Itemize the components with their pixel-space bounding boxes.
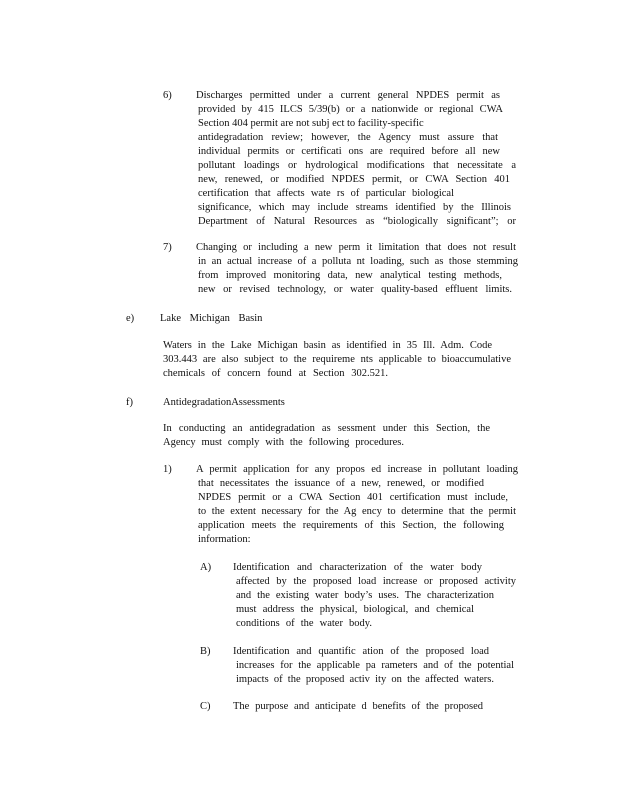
item-6-line: certification that affects wate rs of particular biological xyxy=(198,188,454,199)
item-a-marker: A) xyxy=(200,562,212,573)
item-7-line: from improved monitoring data, new analytical testing methods, xyxy=(198,270,502,281)
item-1-line: application meets the requirements of this Section, the following xyxy=(198,520,504,531)
section-e-line: chemicals of concern found at Section 302.521. xyxy=(163,368,388,379)
item-6-line: antidegradation review; however, the Agency must assure that xyxy=(198,132,498,143)
item-7-line: Changing or including a new perm it limitation that does not result xyxy=(196,242,516,253)
item-b-marker: B) xyxy=(200,646,211,657)
item-6-line: significance, which may include streams identified by the Illinois xyxy=(198,202,511,213)
item-1-line: information: xyxy=(198,534,251,545)
section-e-line: 303.443 are also subject to the requireme nts applicable to bioaccumulative xyxy=(163,354,511,365)
item-1-line: to the extent necessary for the Ag ency to determine that the permit xyxy=(198,506,516,517)
item-6-line: Department of Natural Resources as “biologically significant”; or xyxy=(198,216,516,227)
item-6-line: individual permits or certificati ons are required before all new xyxy=(198,146,500,157)
section-f-marker: f) xyxy=(126,397,133,408)
item-6-line: provided by 415 ILCS 5/39(b) or a nationwide or regional CWA xyxy=(198,104,503,115)
item-a-line: Identification and characterization of the water body xyxy=(233,562,482,573)
item-a-line: conditions of the water body. xyxy=(236,618,372,629)
item-6-line: new, renewed, or modified NPDES permit, or CWA Section 401 xyxy=(198,174,510,185)
section-f-intro-line: In conducting an antidegradation as sessment under this Section, the xyxy=(163,423,490,434)
item-7-line: in an actual increase of a polluta nt loading, such as those stemming xyxy=(198,256,518,267)
item-c-line: The purpose and anticipate d benefits of the proposed xyxy=(233,701,483,712)
item-6-line: pollutant loadings or hydrological modifications that necessitate a xyxy=(198,160,516,171)
item-b-line: impacts of the proposed activ ity on the affected waters. xyxy=(236,674,494,685)
item-7-marker: 7) xyxy=(163,242,172,253)
item-1-marker: 1) xyxy=(163,464,172,475)
item-b-line: Identification and quantific ation of the proposed load xyxy=(233,646,489,657)
item-1-line: that necessitates the issuance of a new, renewed, or modified xyxy=(198,478,484,489)
section-f-intro-line: Agency must comply with the following procedures. xyxy=(163,437,404,448)
item-a-line: must address the physical, biological, and chemical xyxy=(236,604,474,615)
section-f-heading: AntidegradationAssessments xyxy=(163,397,285,408)
section-e-line: Waters in the Lake Michigan basin as identified in 35 Ill. Adm. Code xyxy=(163,340,492,351)
item-a-line: affected by the proposed load increase or proposed activity xyxy=(236,576,516,587)
section-e-marker: e) xyxy=(126,313,135,324)
item-c-marker: C) xyxy=(200,701,211,712)
item-a-line: and the existing water body’s uses. The characterization xyxy=(236,590,494,601)
item-6-line: Section 404 permit are not subj ect to facility-specific xyxy=(198,118,424,129)
item-6-marker: 6) xyxy=(163,90,172,101)
item-1-line: NPDES permit or a CWA Section 401 certification must include, xyxy=(198,492,508,503)
item-6-line: Discharges permitted under a current general NPDES permit as xyxy=(196,90,500,101)
item-b-line: increases for the applicable pa rameters and of the potential xyxy=(236,660,514,671)
item-1-line: A permit application for any propos ed increase in pollutant loading xyxy=(196,464,518,475)
item-7-line: new or revised technology, or water quality-based effluent limits. xyxy=(198,284,512,295)
section-e-heading: Lake Michigan Basin xyxy=(160,313,263,324)
